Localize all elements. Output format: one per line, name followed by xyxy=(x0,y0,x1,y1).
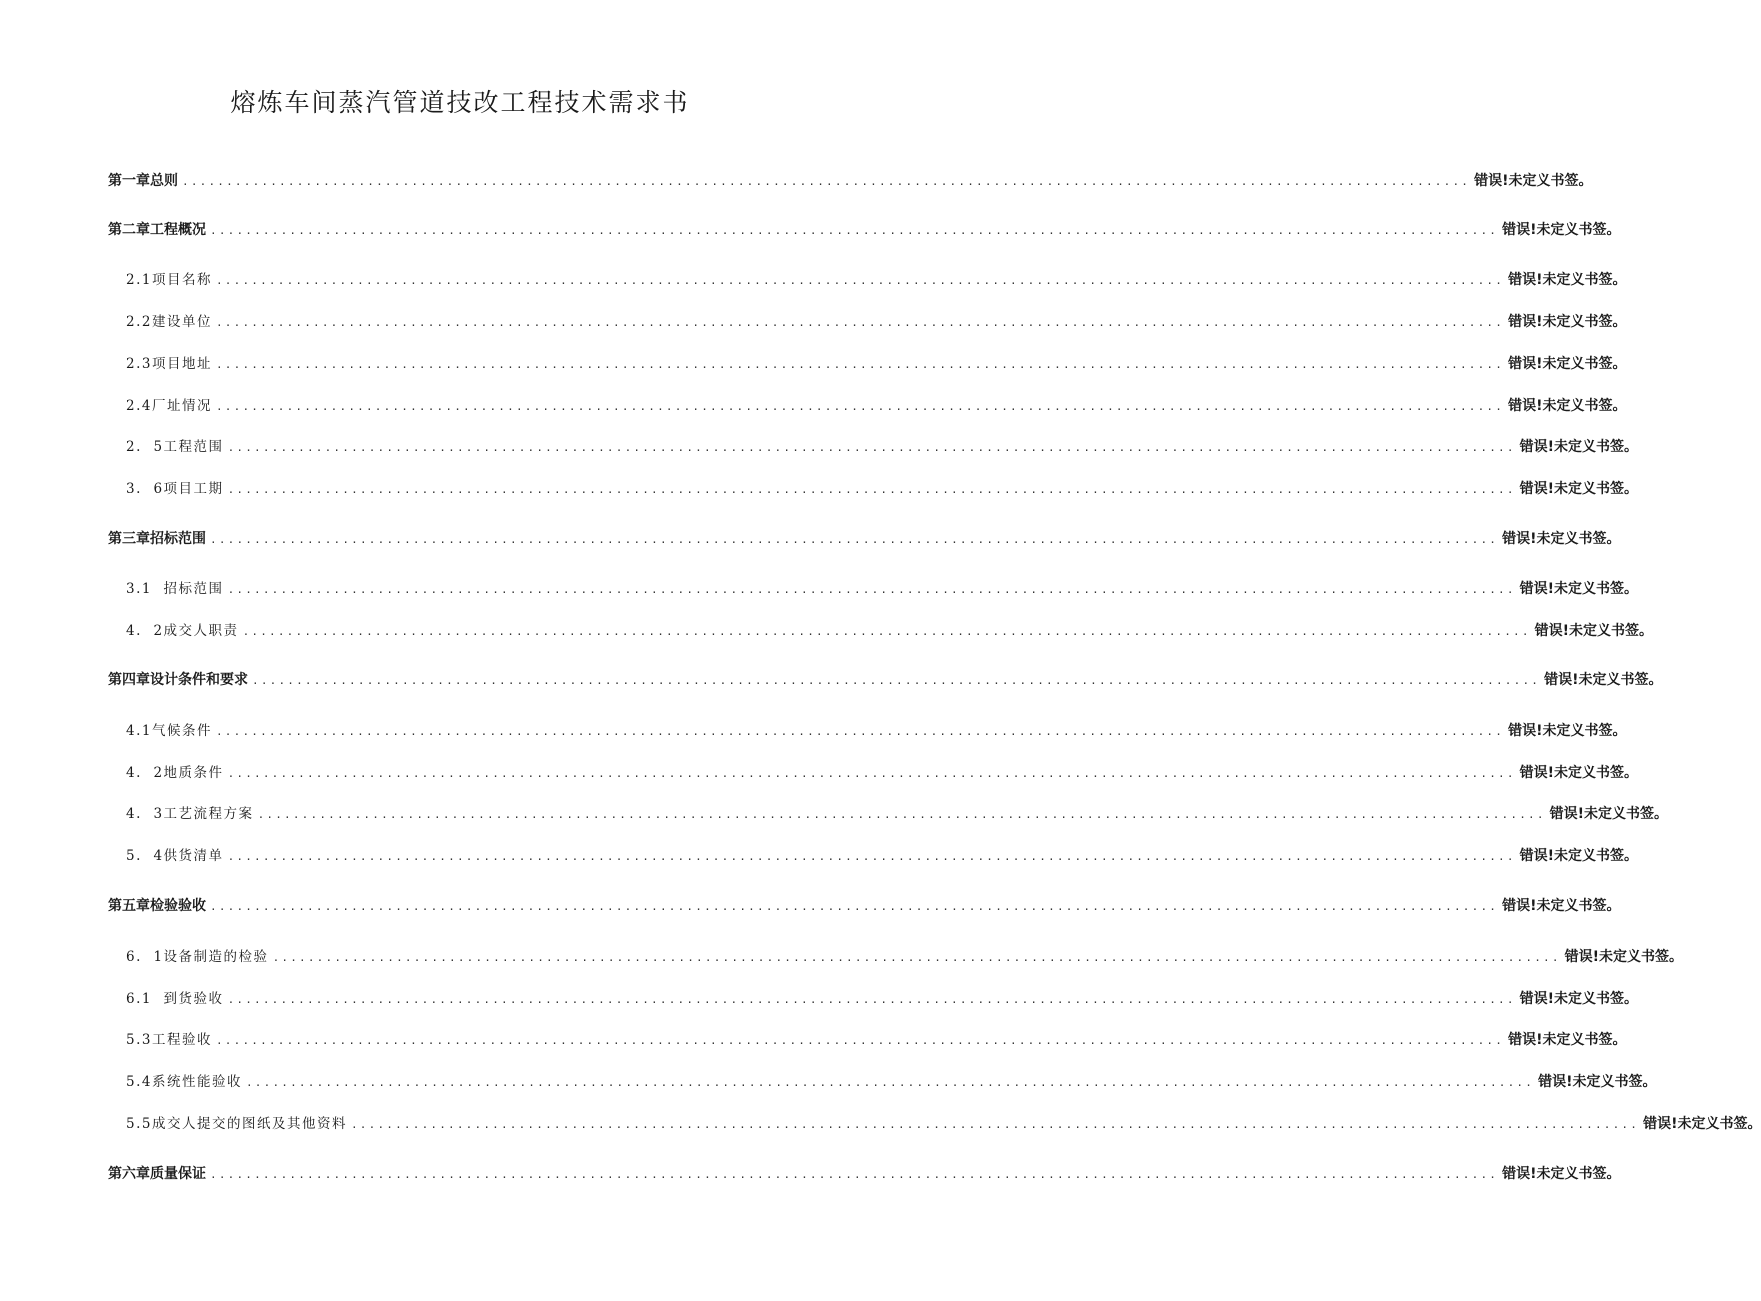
toc-entry-label: 4. 2成交人职责 xyxy=(126,623,239,639)
toc-entry-4-4[interactable] xyxy=(126,842,1639,866)
toc-entry-4-1[interactable] xyxy=(126,717,1627,741)
toc-page-ref: 错误!未定义书签。 xyxy=(1508,398,1627,414)
toc-page-ref: 错误!未定义书签。 xyxy=(1534,623,1654,639)
toc-entry-2-3[interactable] xyxy=(126,350,1627,374)
dot-leader: .................................................................................................................................................. xyxy=(182,175,1471,188)
toc-entry-chapter-2[interactable] xyxy=(108,216,1621,240)
toc-page-ref: 错误!未定义书签。 xyxy=(1502,222,1621,238)
dot-leader: .................................................................................................................................................. xyxy=(210,224,1499,237)
toc-page-ref: 错误!未定义书签。 xyxy=(1519,991,1639,1007)
toc-entry-5-3[interactable] xyxy=(126,1026,1627,1050)
dot-leader: .................................................................................................................................................. xyxy=(215,725,1505,738)
toc-entry-label: 3.1 招标范围 xyxy=(126,581,224,597)
toc-entry-label: 2.1项目名称 xyxy=(126,272,212,288)
toc-entry-label: 4. 3工艺流程方案 xyxy=(126,806,254,822)
toc-page-ref: 错误!未定义书签。 xyxy=(1508,272,1627,288)
toc-page-ref: 错误!未定义书签。 xyxy=(1538,1074,1657,1090)
toc-entry-4-3[interactable] xyxy=(126,800,1669,824)
toc-entry-3-2[interactable] xyxy=(126,617,1654,641)
dot-leader: .................................................................................................................................................. xyxy=(227,850,1516,863)
dot-leader: .................................................................................................................................................. xyxy=(227,767,1516,780)
toc-entry-2-2[interactable] xyxy=(126,308,1627,332)
dot-leader: .................................................................................................................................................. xyxy=(227,583,1516,596)
toc-page-ref: 错误!未定义书签。 xyxy=(1508,314,1627,330)
toc-page-ref: 错误!未定义书签。 xyxy=(1519,765,1639,781)
dot-leader: .................................................................................................................................................. xyxy=(215,400,1505,413)
toc-entry-2-5[interactable] xyxy=(126,433,1639,457)
toc-entry-label: 4.1气候条件 xyxy=(126,723,212,739)
dot-leader: .................................................................................................................................................. xyxy=(227,441,1516,454)
toc-page-ref: 错误!未定义书签。 xyxy=(1519,848,1639,864)
toc-entry-label: 第四章设计条件和要求 xyxy=(108,672,248,688)
dot-leader: .................................................................................................................................................. xyxy=(210,900,1499,913)
toc-entry-label: 5.4系统性能验收 xyxy=(126,1074,242,1090)
dot-leader: .................................................................................................................................................. xyxy=(215,358,1505,371)
toc-page-ref: 错误!未定义书签。 xyxy=(1544,672,1663,688)
toc-entry-chapter-3[interactable] xyxy=(108,525,1621,549)
dot-leader: .................................................................................................................................................. xyxy=(210,533,1499,546)
toc-entry-chapter-5[interactable] xyxy=(108,892,1621,916)
toc-page-ref: 错误!未定义书签。 xyxy=(1519,581,1639,597)
dot-leader: .................................................................................................................................................. xyxy=(210,1168,1499,1181)
dot-leader: .................................................................................................................................................. xyxy=(272,951,1561,964)
toc-page-ref: 错误!未定义书签。 xyxy=(1508,723,1627,739)
dot-leader: .................................................................................................................................................. xyxy=(215,316,1505,329)
toc-entry-5-5[interactable] xyxy=(126,1110,1761,1134)
toc-page-ref: 错误!未定义书签。 xyxy=(1519,439,1639,455)
toc-page-ref: 错误!未定义书签。 xyxy=(1564,949,1684,965)
toc-page-ref: 错误!未定义书签。 xyxy=(1643,1116,1761,1132)
toc-entry-label: 5.3工程验收 xyxy=(126,1032,212,1048)
document-title: 熔炼车间蒸汽管道技改工程技术需求书 xyxy=(230,88,690,117)
dot-leader: .................................................................................................................................................. xyxy=(350,1118,1640,1131)
toc-entry-chapter-4[interactable] xyxy=(108,666,1663,690)
toc-entry-label: 5.5成交人提交的图纸及其他资料 xyxy=(126,1116,347,1132)
toc-page-ref: 错误!未定义书签。 xyxy=(1502,1166,1621,1182)
toc-entry-5-4[interactable] xyxy=(126,1068,1657,1092)
dot-leader: .................................................................................................................................................. xyxy=(227,483,1516,496)
toc-entry-label: 第一章总则 xyxy=(108,173,178,189)
dot-leader: .................................................................................................................................................. xyxy=(242,625,1531,638)
toc-page-ref: 错误!未定义书签。 xyxy=(1508,1032,1627,1048)
toc-entry-label: 第五章检验验收 xyxy=(108,898,206,914)
toc-entry-chapter-1[interactable] xyxy=(108,167,1593,191)
toc-entry-2-6[interactable] xyxy=(126,475,1639,499)
toc-page-ref: 错误!未定义书签。 xyxy=(1549,806,1669,822)
toc-entry-label: 2.2建设单位 xyxy=(126,314,212,330)
toc-page-ref: 错误!未定义书签。 xyxy=(1502,898,1621,914)
toc-entry-label: 3. 6项目工期 xyxy=(126,481,224,497)
toc-page-ref: 错误!未定义书签。 xyxy=(1474,173,1593,189)
toc-entry-2-1[interactable] xyxy=(126,266,1627,290)
dot-leader: .................................................................................................................................................. xyxy=(245,1076,1535,1089)
toc-entry-2-4[interactable] xyxy=(126,392,1627,416)
toc-entry-5-2[interactable] xyxy=(126,985,1639,1009)
toc-entry-label: 5. 4供货清单 xyxy=(126,848,224,864)
toc-entry-label: 第六章质量保证 xyxy=(108,1166,206,1182)
toc-entry-label: 2.3项目地址 xyxy=(126,356,212,372)
dot-leader: .................................................................................................................................................. xyxy=(227,993,1516,1006)
toc-entry-3-1[interactable] xyxy=(126,575,1639,599)
dot-leader: .................................................................................................................................................. xyxy=(215,274,1505,287)
toc-entry-5-1[interactable] xyxy=(126,943,1684,967)
toc-entry-label: 2. 5工程范围 xyxy=(126,439,224,455)
dot-leader: .................................................................................................................................................. xyxy=(257,808,1546,821)
dot-leader: .................................................................................................................................................. xyxy=(252,674,1541,687)
toc-entry-label: 第二章工程概况 xyxy=(108,222,206,238)
toc-page-ref: 错误!未定义书签。 xyxy=(1508,356,1627,372)
toc-entry-label: 2.4厂址情况 xyxy=(126,398,212,414)
toc-page-ref: 错误!未定义书签。 xyxy=(1502,531,1621,547)
toc-entry-chapter-6[interactable] xyxy=(108,1160,1621,1184)
dot-leader: .................................................................................................................................................. xyxy=(215,1034,1505,1047)
toc-entry-label: 6.1 到货验收 xyxy=(126,991,224,1007)
toc-entry-label: 6. 1设备制造的检验 xyxy=(126,949,269,965)
toc-page-ref: 错误!未定义书签。 xyxy=(1519,481,1639,497)
toc-entry-label: 4. 2地质条件 xyxy=(126,765,224,781)
toc-entry-4-2[interactable] xyxy=(126,759,1639,783)
toc-entry-label: 第三章招标范围 xyxy=(108,531,206,547)
